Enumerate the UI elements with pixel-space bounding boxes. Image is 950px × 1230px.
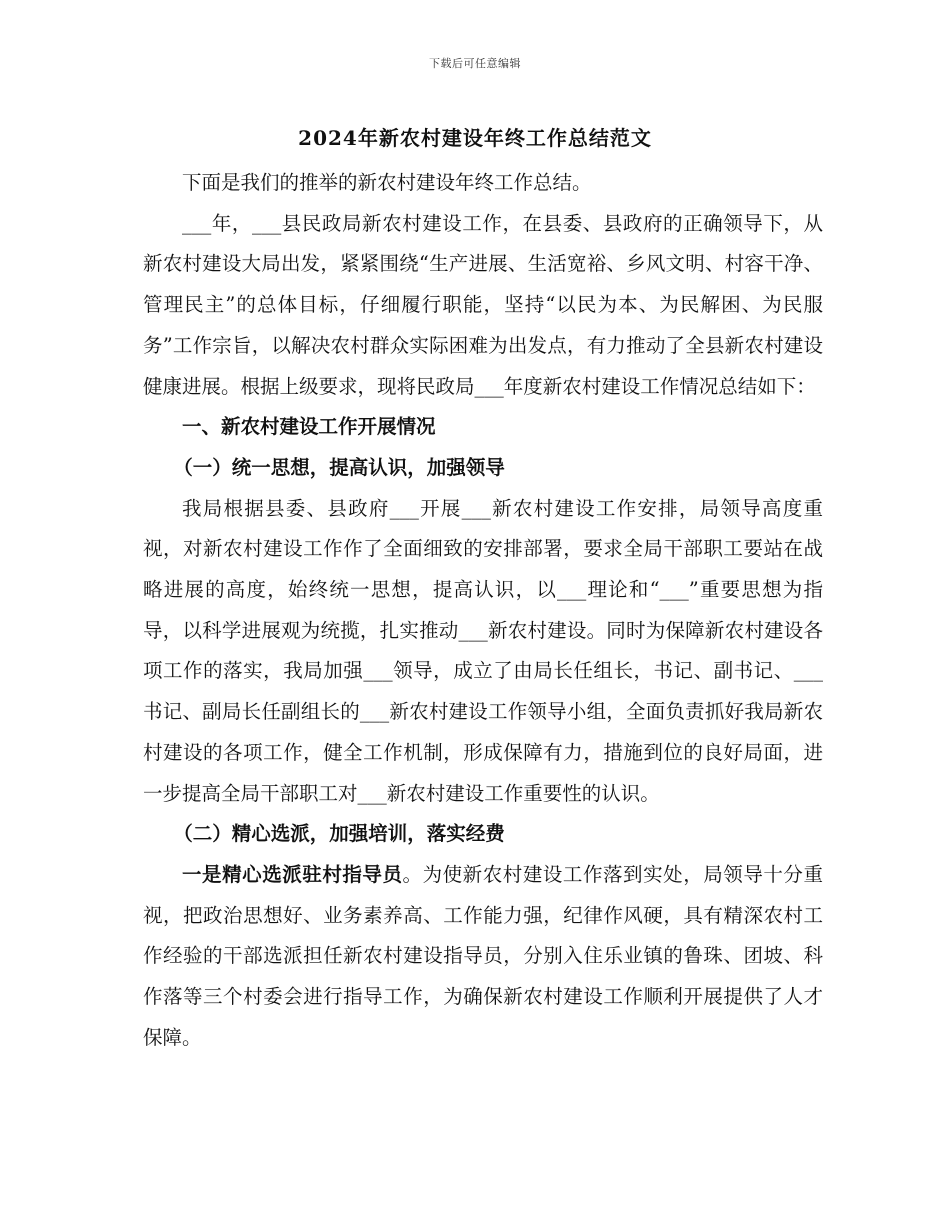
paragraph-lead-text: 一是精心选派驻村指导员 xyxy=(182,862,403,886)
subsection-heading-1: （一）统一思想，提高认识，加强领导 xyxy=(173,455,505,479)
subsection-heading-2: （二）精心选派，加强培训，落实经费 xyxy=(173,822,505,846)
document-body xyxy=(143,163,823,1058)
paragraph-overview: ___年，___县民政局新农村建设工作，在县委、县政府的正确领导下，从新农村建设大局出发，紧紧围绕“生产进展、生活宽裕、乡风文明、村容干净、管理民主”的总体目标，仔细履行职能，坚持“以民为本、为民解困、为民服务”工作宗旨，以解决农村群众实际困难为出发点，有力推动了全县新农村建设健康进展。根据上级要求，现将民政局___年度新农村建设工作情况总结如下： xyxy=(143,211,823,398)
paragraph-body-text: 。为使新农村建设工作落到实处，局领导十分重视，把政治思想好、业务素养高、工作能力强，纪律作风硬，具有精深农村工作经验的干部选派担任新农村建设指导员，分别入住乐业镇的鲁珠、团坡、科作落等三个村委会进行指导工作，为确保新农村建设工作顺利开展提供了人才保障。 xyxy=(143,862,823,1049)
intro-paragraph: 下面是我们的推举的新农村建设年终工作总结。 xyxy=(182,171,592,194)
page-header-note: 下载后可任意编辑 xyxy=(429,57,521,70)
document-title: 2024年新农村建设年终工作总结范文 xyxy=(298,126,652,150)
section-heading-1: 一、新农村建设工作开展情况 xyxy=(182,415,436,439)
paragraph-leadership: 我局根据县委、县政府___开展___新农村建设工作安排，局领导高度重视，对新农村建设工作作了全面细致的安排部署，要求全局干部职工要站在战略进展的高度，始终统一思想，提高认识，以___理论和“___”重要思想为指导，以科学进展观为统揽，扎实推动___新农村建设。同时为保障新农村建设各项工作的落实，我局加强___领导，成立了由局长任组长，书记、副书记、___书记、副局长任副组长的___新农村建设工作领导小组，全面负责抓好我局新农村建设的各项工作，健全工作机制，形成保障有力，措施到位的良好局面，进一步提高全局干部职工对___新农村建设工作重要性的认识。 xyxy=(143,496,823,805)
paragraph-instructors xyxy=(143,855,823,1059)
